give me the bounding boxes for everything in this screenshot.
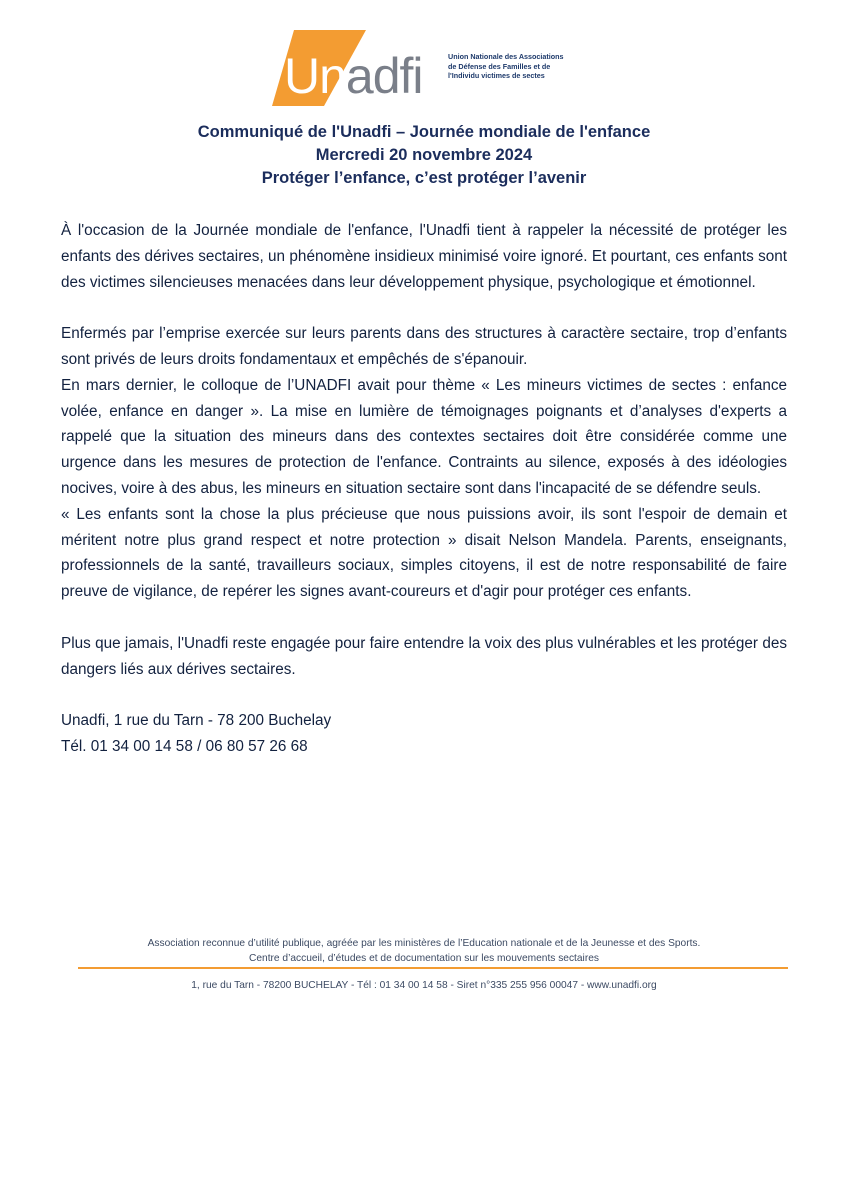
body-paragraph: En mars dernier, le colloque de l’UNADFI avait pour thème « Les mineurs victimes de sectes : enfance volée, enfance en danger ». La mise en lumière de témoignages poignants et d’analyses d'experts a rappelé que la situation des mineurs dans des contextes sectaires doit être considérée comme une urgence dans les mesures de protection de l'enfance. Contraints au silence, exposés à des idéologies nocives, voire à des abus, les mineurs en situation sectaire sont dans l'incapacité de se défendre seuls. xyxy=(61,376,787,497)
logo-tagline-line: de Défense des Familles et de xyxy=(448,61,551,71)
unadfi-logo-mark xyxy=(272,30,432,106)
contact-block xyxy=(61,708,787,760)
logo-tagline-line: Union Nationale des Associations xyxy=(448,52,564,61)
body-paragraph: Enfermés par l’emprise exercée sur leurs parents dans des structures à caractère sectaire, trop d’enfants sont privés de leurs droits fondamentaux et empêchés de s'épanouir. xyxy=(61,325,787,368)
document-title xyxy=(0,121,848,190)
footer-note-line: Centre d’accueil, d’études et de documentation sur les mouvements sectaires xyxy=(249,953,599,964)
body-paragraph: À l'occasion de la Journée mondiale de l'enfance, l'Unadfi tient à rappeler la nécessité de protéger les enfants des dérives sectaires, un phénomène insidieux minimisé voire ignoré. Et pourtant, ces enfants sont des victimes silencieuses menacées dans leur développement physique, psychologique et émotionnel. xyxy=(61,222,787,291)
unadfi-logo xyxy=(272,30,572,106)
title-line-slogan: Protéger l’enfance, c’est protéger l’avenir xyxy=(261,169,587,187)
footer-divider xyxy=(78,967,788,969)
title-line-date: Mercredi 20 novembre 2024 xyxy=(315,146,533,164)
contact-address: Unadfi, 1 rue du Tarn - 78 200 Buchelay xyxy=(61,712,332,730)
footer-address: 1, rue du Tarn - 78200 BUCHELAY - Tél : 01 34 00 14 58 - Siret n°335 255 956 00047 - www.unadfi.org xyxy=(191,980,657,991)
footer-note-line: Association reconnue d’utilité publique, agréée par les ministères de l’Education nationale et de la Jeunesse et des Sports. xyxy=(147,938,701,949)
document-body xyxy=(61,218,787,760)
contact-phone: Tél. 01 34 00 14 58 / 06 80 57 26 68 xyxy=(61,737,308,755)
logo-tagline-line: l'Individu victimes de sectes xyxy=(448,71,545,81)
title-line-communique: Communiqué de l'Unadfi – Journée mondiale de l'enfance xyxy=(197,123,651,141)
body-paragraph: Plus que jamais, l'Unadfi reste engagée pour faire entendre la voix des plus vulnérables et les protéger des dangers liés aux dérives sectaires. xyxy=(61,634,787,678)
logo-tagline xyxy=(448,52,578,81)
footer-note xyxy=(0,936,848,966)
logo-wordmark: Unadfi xyxy=(284,48,423,104)
body-paragraph: « Les enfants sont la chose la plus précieuse que nous puissions avoir, ils sont l'espoir de demain et méritent notre plus grand respect et notre protection » disait Nelson Mandela. Parents, enseignants, professionnels de la santé, travailleurs sociaux, simples citoyens, il est de notre responsabilité de faire preuve de vigilance, de repérer les signes avant-coureurs et d'agir pour protéger ces enfants. xyxy=(61,505,787,601)
